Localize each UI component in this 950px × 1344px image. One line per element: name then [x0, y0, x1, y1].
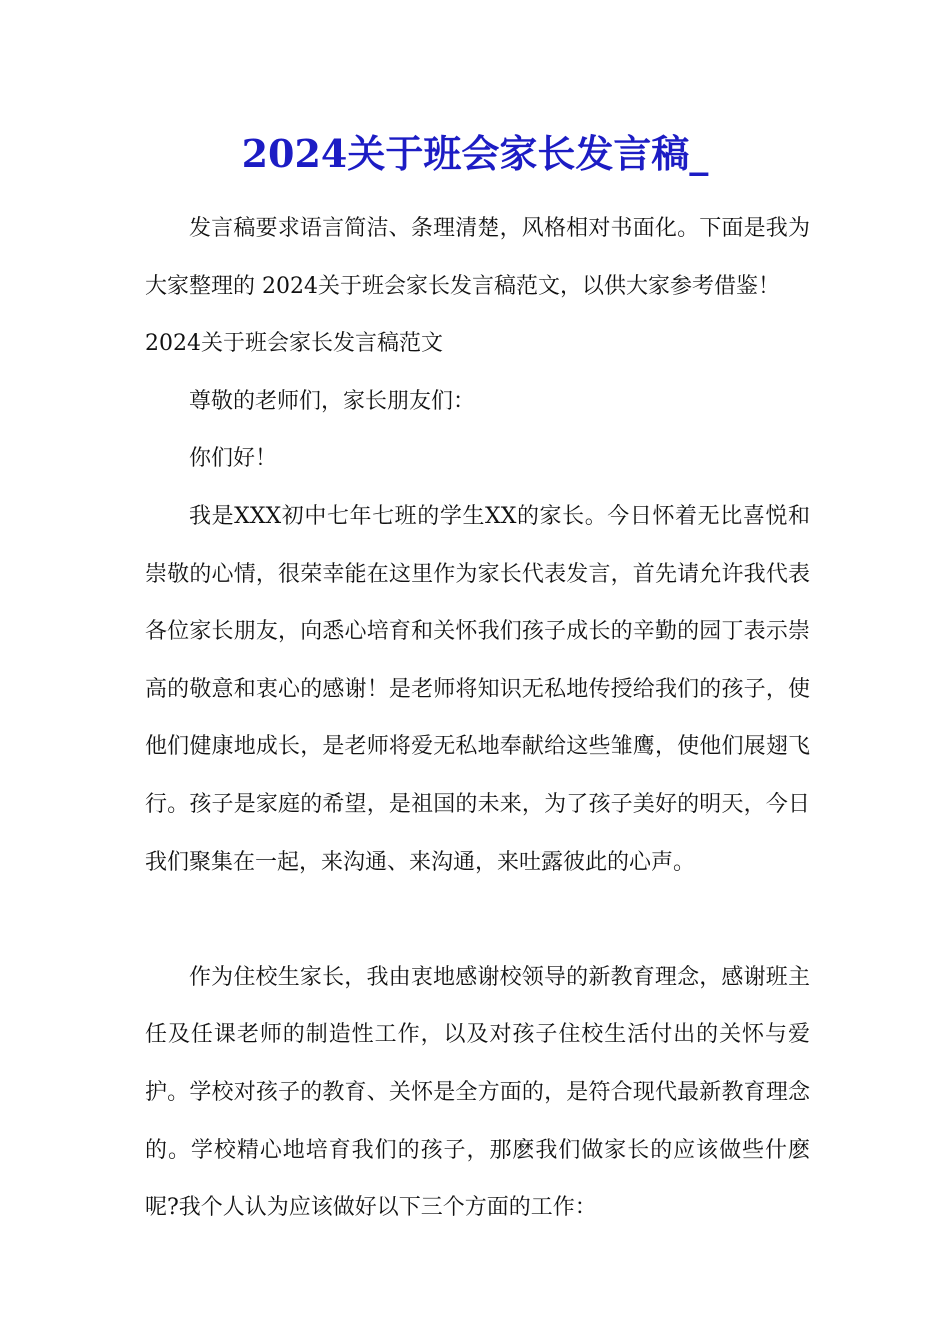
body-paragraph-2: 作为住校生家长，我由衷地感谢校领导的新教育理念，感谢班主任及任课老师的制造性工作，以及对孩子住校生活付出的关怀与爱护。学校对孩子的教育、关怀是全方面的，是符合现代最新教育理念的。学校精心地培育我们的孩子，那麽我们做家长的应该做些什麽呢?我个人认为应该做好以下三个方面的工作： [145, 964, 810, 1221]
body-paragraph-1: 我是XXX初中七年七班的学生XX的家长。今日怀着无比喜悦和崇敬的心情，很荣幸能在这里作为家长代表发言，首先请允许我代表各位家长朋友，向悉心培育和关怀我们孩子成长的辛勤的园丁表示崇高的敬意和衷心的感谢！是老师将知识无私地传授给我们的孩子，使他们健康地成长，是老师将爱无私地奉献给这些雏鹰，使他们展翅飞行。孩子是家庭的希望，是祖国的未来，为了孩子美好的明天，今日我们聚集在一起，来沟通、来沟通，来吐露彼此的心声。 [145, 503, 810, 875]
greeting-line: 尊敬的老师们，家长朋友们： [189, 388, 476, 414]
intro-paragraph: 发言稿要求语言简洁、条理清楚，风格相对书面化。下面是我为大家整理的 2024关于班会家长发言稿范文，以供大家参考借鉴！ [145, 216, 810, 299]
document-body [145, 200, 810, 1237]
document-title: 2024关于班会家长发言稿_ [241, 131, 709, 176]
hello-line: 你们好！ [189, 446, 278, 472]
subtitle-line: 2024关于班会家长发言稿范文 [145, 331, 443, 357]
paragraph-spacer [145, 891, 810, 949]
